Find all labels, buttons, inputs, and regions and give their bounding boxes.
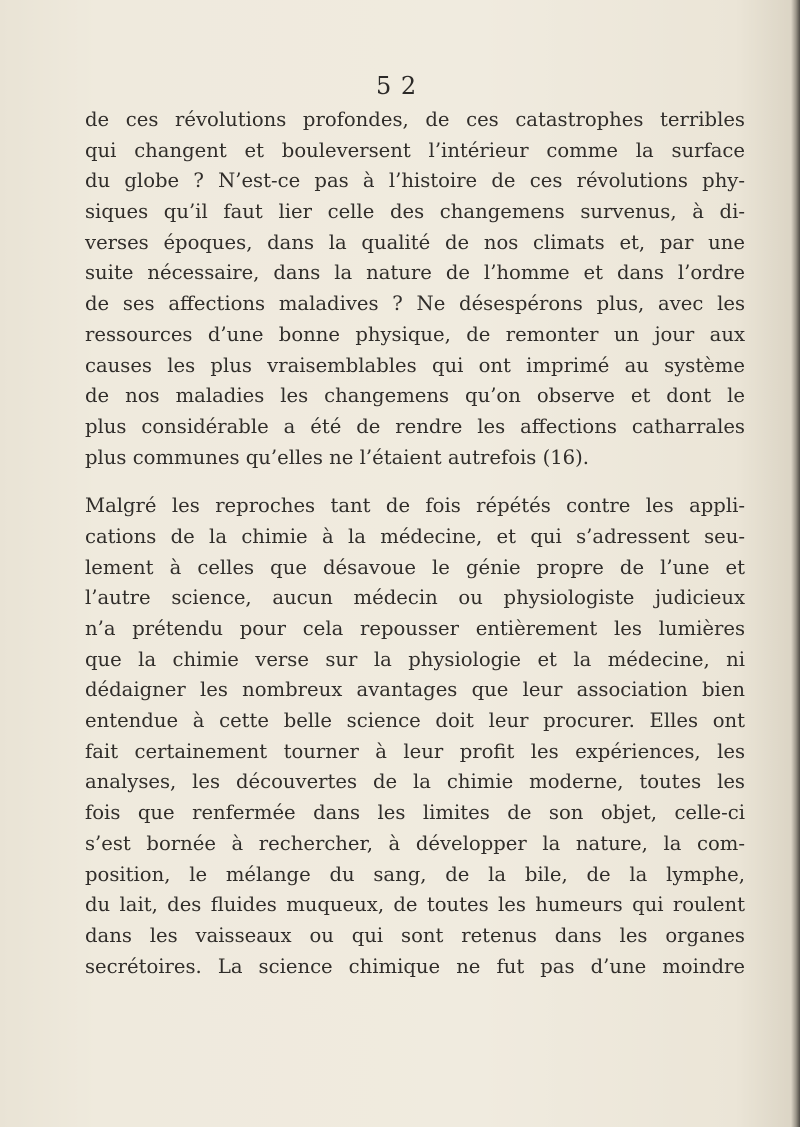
text-line: que la chimie verse sur la physiologie et la médecine, ni (85, 647, 745, 671)
text-line: de ces révolutions profondes, de ces catastrophes terribles (85, 108, 745, 131)
text-line: qui changent et bouleversent l’intérieur comme la surface (85, 138, 745, 162)
text-line: dans les vaisseaux ou qui sont retenus dans les organes (85, 923, 745, 947)
text-line: secrétoires. La science chimique ne fut pas d’une moindre (85, 954, 745, 978)
text-line: du lait, des fluides muqueux, de toutes les humeurs qui roulent (85, 893, 745, 917)
text-line: ressources d’une bonne physique, de remonter un jour aux (85, 322, 745, 346)
text-line: causes les plus vraisemblables qui ont imprimé au système (85, 353, 745, 377)
page-number: 5 2 (376, 72, 418, 100)
text-line: s’est bornée à rechercher, à développer la nature, la com- (85, 831, 745, 855)
text-line: verses époques, dans la qualité de nos climats et, par une (85, 230, 745, 254)
text-line: l’autre science, aucun médecin ou physiologiste judicieux (85, 586, 745, 610)
text-line: de nos maladies les changemens qu’on observe et dont le (85, 384, 745, 408)
text-line: fait certainement tourner à leur profit les expériences, les (85, 739, 745, 763)
page-edge-shadow (791, 0, 800, 1127)
text-line: suite nécessaire, dans la nature de l’homme et dans l’ordre (85, 261, 745, 285)
text-line: position, le mélange du sang, de la bile, de la lymphe, (85, 862, 745, 886)
text-line: n’a prétendu pour cela repousser entièrement les lumières (85, 617, 745, 640)
text-line: fois que renfermée dans les limites de son objet, celle-ci (85, 801, 745, 825)
body-text (85, 105, 745, 982)
text-line: Malgré les reproches tant de fois répétés contre les appli- (85, 494, 745, 518)
text-line: siques qu’il faut lier celle des changemens survenus, à di- (85, 200, 745, 224)
text-line: cations de la chimie à la médecine, et qui s’adressent seu- (85, 524, 745, 548)
text-line: plus considérable a été de rendre les affections catharrales (85, 414, 745, 438)
text-line: du globe ? N’est-ce pas à l’histoire de ces révolutions phy- (85, 169, 745, 193)
text-line: lement à celles que désavoue le génie propre de l’une et (85, 555, 745, 579)
text-line: dédaigner les nombreux avantages que leur association bien (85, 678, 745, 702)
text-line: analyses, les découvertes de la chimie moderne, toutes les (85, 770, 745, 794)
paragraph-2 (85, 491, 745, 982)
text-line: entendue à cette belle science doit leur procurer. Elles ont (85, 709, 745, 733)
text-line: plus communes qu’elles ne l’étaient autrefois (16). (85, 445, 590, 469)
paragraph-1 (85, 105, 745, 473)
text-line: de ses affections maladives ? Ne désespérons plus, avec les (85, 292, 745, 316)
